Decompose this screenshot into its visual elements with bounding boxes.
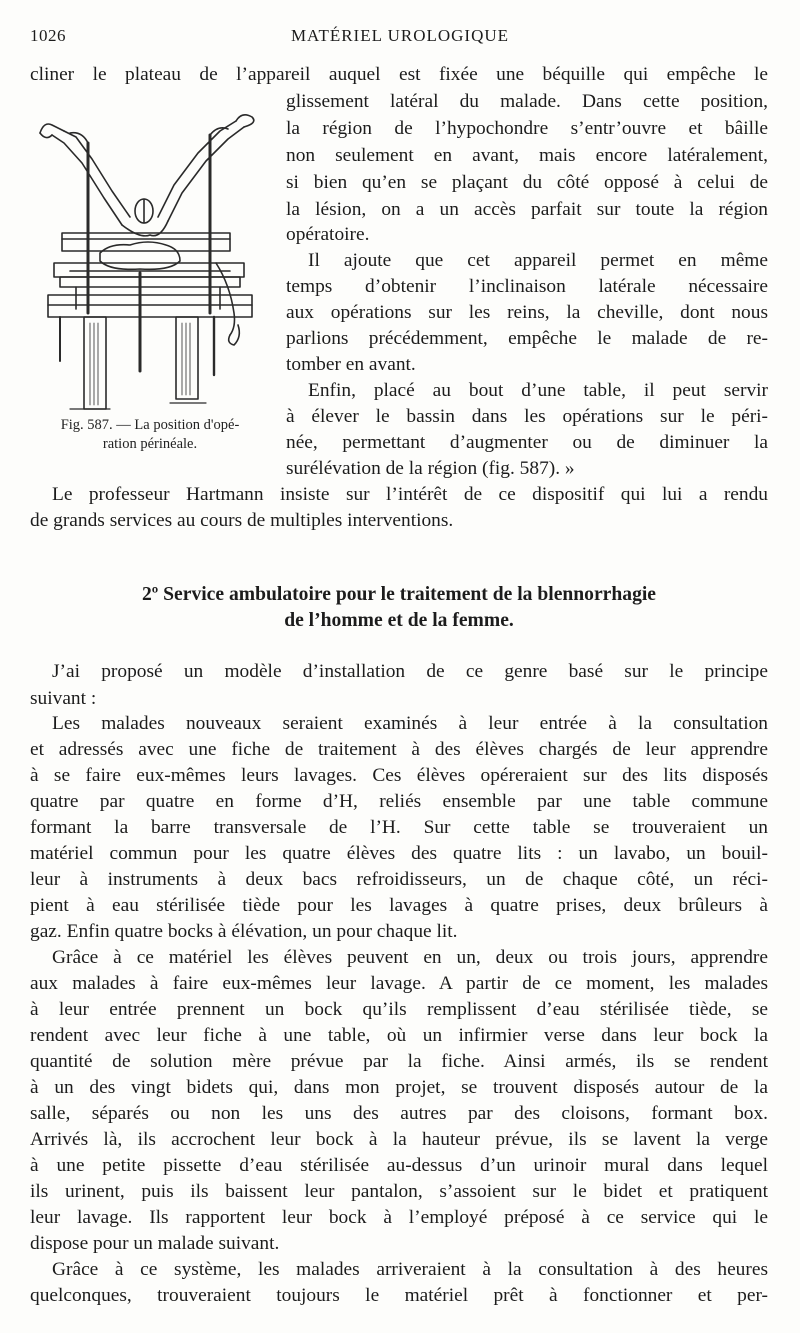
text-line: la lésion, on a un accès parfait sur toute la région bbox=[286, 199, 768, 220]
text-line: Les malades nouveaux seraient examinés à leur entrée à la consultation bbox=[52, 713, 768, 734]
text-line: Le professeur Hartmann insiste sur l’intérêt de ce dispositif qui lui a rendu bbox=[52, 484, 768, 505]
text-line: aux malades à faire eux-mêmes leur lavage. A partir de ce moment, les malades bbox=[30, 973, 768, 994]
text-line: quelconques, trouveraient toujours le matériel prêt à fonctionner et per- bbox=[30, 1285, 768, 1306]
text-line: née, permettant d’augmenter ou de diminuer la bbox=[286, 432, 768, 453]
text-line: opératoire. bbox=[286, 224, 370, 245]
text-line: salle, séparés ou non les uns des autres par des cloisons, formant box. bbox=[30, 1103, 768, 1124]
text-line: si bien qu’en se plaçant du côté opposé à celui de bbox=[286, 172, 768, 193]
text-line: glissement latéral du malade. Dans cette position, bbox=[286, 91, 768, 112]
text-line: aux opérations sur les reins, la cheville, dont nous bbox=[286, 302, 768, 323]
text-line: matériel commun pour les quatre élèves des quatre lits : un lavabo, un bouil- bbox=[30, 843, 768, 864]
text-line: rendent avec leur fiche à une table, où un infirmier verse dans leur bock la bbox=[30, 1025, 768, 1046]
section-heading: 2º Service ambulatoire pour le traitement de la blennorrhagie bbox=[141, 584, 657, 605]
text-line: ils urinent, puis ils baissent leur pantalon, s’assoient sur le bidet et pratiquent bbox=[30, 1181, 768, 1202]
text-line: tomber en avant. bbox=[286, 354, 416, 375]
text-line: formant la barre transversale de l’H. Sur cette table se trouveraient un bbox=[30, 817, 768, 838]
text-line: quantité de solution mère prévue par la fiche. Ainsi armés, ils se rendent bbox=[30, 1051, 768, 1072]
caption-line: Fig. 587. — La position d'opé- bbox=[60, 417, 240, 433]
text-line: J’ai proposé un modèle d’installation de ce genre basé sur le principe bbox=[52, 661, 768, 682]
figure-caption bbox=[30, 416, 270, 454]
text-line: leur à instruments à deux bacs refroidisseurs, un de chaque côté, un réci- bbox=[30, 869, 768, 890]
text-line: la région de l’hypochondre s’entr’ouvre et bâille bbox=[286, 118, 768, 139]
text-line: pient à eau stérilisée tiède pour les lavages à quatre prises, deux brûleurs à bbox=[30, 895, 768, 916]
text-line: dispose pour un malade suivant. bbox=[30, 1233, 280, 1254]
text-line: à une petite pissette d’eau stérilisée au-dessus d’un urinoir mural dans lequel bbox=[30, 1155, 768, 1176]
text-line: leur lavage. Ils rapportent leur bock à l’employé préposé à ce service qui le bbox=[30, 1207, 768, 1228]
text-line: gaz. Enfin quatre bocks à élévation, un pour chaque lit. bbox=[30, 921, 458, 942]
text-line: à se faire eux-mêmes leurs lavages. Ces élèves opéreraient sur des lits disposés bbox=[30, 765, 768, 786]
text-line: non seulement en avant, mais encore latéralement, bbox=[286, 145, 768, 166]
caption-line: ration périnéale. bbox=[102, 436, 198, 452]
text-line: Grâce à ce système, les malades arriveraient à la consultation à des heures bbox=[52, 1259, 768, 1280]
section-heading: de l’homme et de la femme. bbox=[284, 610, 514, 631]
text-line: temps d’obtenir l’inclinaison latérale nécessaire bbox=[286, 276, 768, 297]
figure-illustration bbox=[30, 113, 270, 418]
text-line: à leur entrée prennent un bock qu’ils remplissent d’eau stérilisée tiède, se bbox=[30, 999, 768, 1020]
running-title: MATÉRIEL UROLOGIQUE bbox=[290, 26, 510, 45]
text-line: Arrivés là, ils accrochent leur bock à la hauteur prévue, ils se lavent la verge bbox=[30, 1129, 768, 1150]
text-line: et adressés avec une fiche de traitement à des élèves chargés de leur apprendre bbox=[30, 739, 768, 760]
text-line: suivant : bbox=[30, 688, 97, 709]
text-line: Il ajoute que cet appareil permet en même bbox=[308, 250, 768, 271]
text-line: de grands services au cours de multiples interventions. bbox=[30, 510, 454, 531]
text-line: quatre par quatre en forme d’H, reliés ensemble par une table commune bbox=[30, 791, 768, 812]
text-line: parlions précédemment, empêche le malade de re- bbox=[286, 328, 768, 349]
text-line: surélévation de la région (fig. 587). » bbox=[286, 458, 575, 479]
text-line: Enfin, placé au bout d’une table, il peut servir bbox=[308, 380, 768, 401]
text-line: Grâce à ce matériel les élèves peuvent en un, deux ou trois jours, apprendre bbox=[52, 947, 768, 968]
page-header bbox=[30, 26, 770, 50]
page-number: 1026 bbox=[30, 26, 66, 45]
text-line: à élever le bassin dans les opérations sur le péri- bbox=[286, 406, 768, 427]
text-line: cliner le plateau de l’appareil auquel est fixée une béquille qui empêche le bbox=[30, 64, 768, 85]
text-line: à un des vingt bidets qui, dans mon projet, se trouvent disposés autour de la bbox=[30, 1077, 768, 1098]
